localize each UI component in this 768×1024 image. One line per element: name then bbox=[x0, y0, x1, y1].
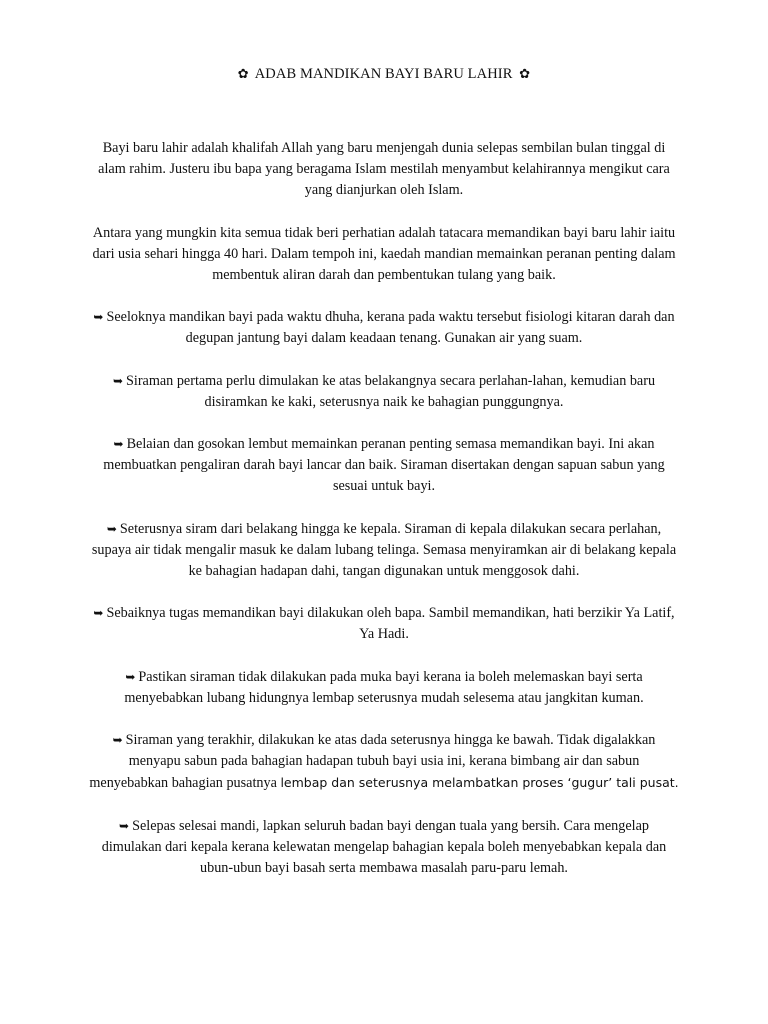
bullet-text: Sebaiknya tugas memandikan bayi dilakukan oleh bapa. Sambil memandikan, hati berzikir Ya Latif, Ya Hadi. bbox=[106, 605, 675, 643]
bullet-text-continuation: lembap dan seterusnya melambatkan proses ‘gugur’ tali pusat. bbox=[280, 775, 679, 791]
bullet-text: Seterusnya siram dari belakang hingga ke kepala. Siraman di kepala dilakukan secara perlahan, supaya air tidak mengalir masuk ke dalam lubang telinga. Semasa menyiramkan air di belakang kepala ke bahagian hadapan dahi, tangan digunakan untuk menggosok dahi. bbox=[91, 520, 677, 580]
arrow-bullet-icon: ➥ bbox=[113, 437, 124, 452]
bullet-item bbox=[88, 307, 680, 349]
bullet-text: Siraman pertama perlu dimulakan ke atas belakangnya secara perlahan-lahan, kemudian baru disiramkan ke kaki, seterusnya naik ke bahagian punggungnya. bbox=[126, 372, 656, 410]
document-title-text: ADAB MANDIKAN BAYI BARU LAHIR bbox=[254, 66, 513, 82]
arrow-bullet-icon: ➥ bbox=[125, 669, 136, 684]
intro-paragraph: Bayi baru lahir adalah khalifah Allah yang baru menjengah dunia selepas sembilan bulan tinggal di alam rahim. Justeru ibu bapa yang beragama Islam mestilah menyambut kelahirannya mengikut cara yang dianjurkan oleh Islam. bbox=[98, 140, 670, 199]
bullet-text: Seeloknya mandikan bayi pada waktu dhuha, kerana pada waktu tersebut fisiologi kitaran darah dan degupan jantung bayi dalam keadaan tenang. Gunakan air yang suam. bbox=[106, 309, 675, 347]
bullet-item bbox=[88, 667, 680, 709]
document-title bbox=[0, 64, 768, 85]
bullet-item bbox=[88, 603, 680, 645]
bullet-item bbox=[88, 519, 680, 583]
bullet-item bbox=[88, 371, 680, 413]
document-body bbox=[88, 138, 680, 900]
flower-ornament-icon: ✿ bbox=[519, 67, 531, 82]
bullet-text: Belaian dan gosokan lembut memainkan peranan penting semasa memandikan bayi. Ini akan membuatkan pengaliran darah bayi lancar dan baik. Siraman disertakan dengan sapuan sabun yang sesuai untuk bayi. bbox=[103, 436, 665, 495]
arrow-bullet-icon: ➥ bbox=[93, 606, 104, 621]
arrow-bullet-icon: ➥ bbox=[93, 310, 104, 325]
arrow-bullet-icon: ➥ bbox=[112, 733, 123, 748]
arrow-bullet-icon: ➥ bbox=[119, 818, 130, 833]
arrow-bullet-icon: ➥ bbox=[106, 521, 117, 536]
bullet-item bbox=[88, 434, 680, 498]
bullet-text: Pastikan siraman tidak dilakukan pada muka bayi kerana ia boleh melemaskan bayi serta menyebabkan lubang hidungnya lembap seterusnya mudah selesema atau jangkitan kuman. bbox=[124, 668, 644, 706]
bullet-item bbox=[88, 816, 680, 880]
bullet-text: Siraman yang terakhir, dilakukan ke atas dada seterusnya hingga ke bawah. Tidak digalakkan menyapu sabun pada bahagian hadapan tubuh bayi usia ini, kerana bimbang air dan sabun menyebabkan bahagian pusatnya bbox=[89, 732, 656, 792]
bullet-item bbox=[88, 730, 680, 795]
context-paragraph: Antara yang mungkin kita semua tidak beri perhatian adalah tatacara memandikan bayi baru lahir iaitu dari usia sehari hingga 40 hari. Dalam tempoh ini, kaedah mandian memainkan peranan penting dalam membentuk aliran darah dan pembentukan tulang yang baik. bbox=[92, 224, 676, 284]
flower-ornament-icon: ✿ bbox=[237, 67, 249, 82]
arrow-bullet-icon: ➥ bbox=[112, 373, 123, 388]
bullet-text: Selepas selesai mandi, lapkan seluruh badan bayi dengan tuala yang bersih. Cara mengelap dimulakan dari kepala kerana kelewatan mengelap bahagian kepala boleh menyebabkan kepala dan ubun-ubun bayi basah serta membawa masalah paru-paru lemah. bbox=[101, 817, 667, 877]
